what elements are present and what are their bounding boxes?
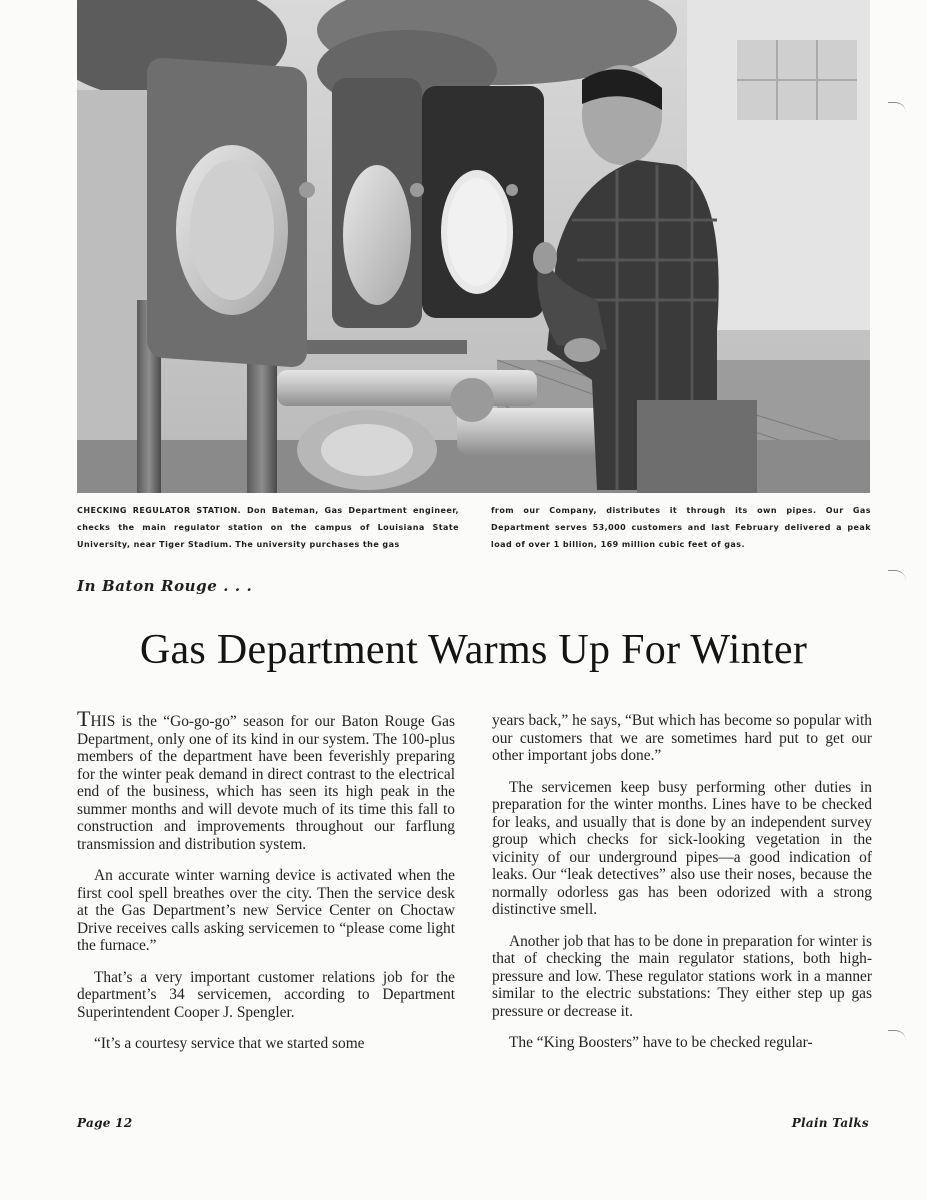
page-edge-mark [888,570,906,581]
publication-name: Plain Talks [791,1116,869,1130]
page-edge-mark [888,1030,906,1041]
article-column-left [77,706,455,1067]
photo-caption-left [77,502,459,553]
article-kicker: In Baton Rouge . . . [77,577,253,595]
paragraph: “It’s a courtesy service that we started some [94,1035,365,1052]
paragraph: years back,” he says, “But which has become so popular with our customers that we are sometimes hard put to get our other important jobs done.” [492,712,872,764]
paragraph: That’s a very important customer relations job for the department’s 34 servicemen, according to Department Superintendent Cooper J. Spengler. [77,968,455,1021]
paragraph: The servicemen keep busy performing other duties in preparation for the winter months. Lines have to be checked for leaks, and usually that is done by an independent survey group which checks for sick-looking vegetation in the vicinity of our underground pipes—a good indication of leaks. Our “leak detectives” also use their noses, because the normally odorless gas has been odorized with a strong distinctive smell. [492,778,872,918]
paragraph [77,706,455,853]
caption-heading: CHECKING REGULATOR STATION. [77,506,242,515]
page-number: Page 12 [77,1116,133,1130]
article-column-right [492,712,872,1066]
drop-cap: T [77,706,91,731]
paragraph: Another job that has to be done in preparation for winter is that of checking the main regulator stations, both high-pressure and low. These regulator stations work in a manner similar to the electric substations: They either step up gas pressure or decrease it. [492,932,872,1020]
paragraph: An accurate winter warning device is activated when the first cool spell breathes over the city. Then the service desk at the Gas Department’s new Service Center on Choctaw Drive receives calls asking servicemen to “please come light the furnace.” [77,867,455,954]
page-edge-mark [888,102,906,113]
paragraph-text: HIS is the “Go-go-go” season for our Baton Rouge Gas Department, only one of its kind in our system. The 100-plus members of the department have been feverishly preparing for the winter peak demand in direct contrast to the electrical end of the business, which has seen its high peak in the summer months and will devote much of its time this fall to construction and improvements throughout our farflung transmission and distribution system. [77,713,455,853]
regulator-station-photo [77,0,870,493]
article-headline: Gas Department Warms Up For Winter [139,627,808,673]
photo-caption-right: from our Company, distributes it through its own pipes. Our Gas Department serves 53,000 customers and last February delivered a peak load of over 1 billion, 169 million cubic feet of gas. [491,506,871,549]
paragraph: The “King Boosters” have to be checked regular- [509,1034,813,1051]
caption-left-text: Don Bateman, Gas Department engineer, checks the main regulator station on the campus of Louisiana State University, near Tiger Stadium. The university purchases the gas [77,506,459,549]
